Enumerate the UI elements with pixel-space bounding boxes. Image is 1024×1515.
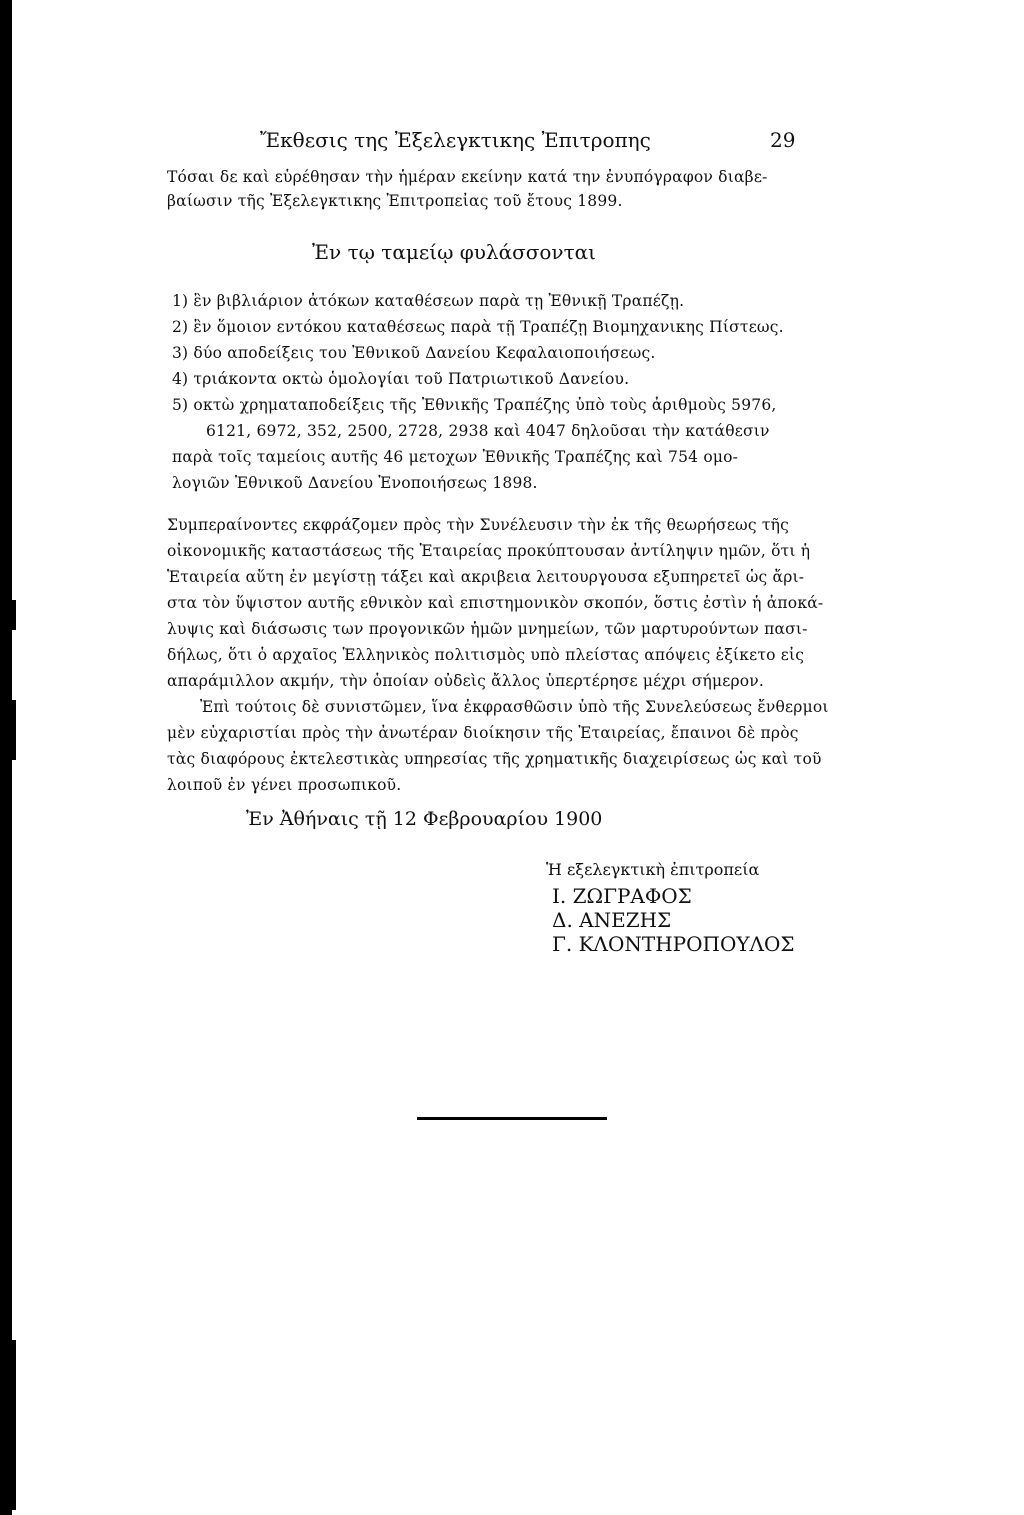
signature-title: Ἡ εξελεγκτικὴ ἐπιτροπεία (546, 860, 760, 879)
list-item-continuation: παρὰ τοῖς ταμείοις αυτῆς 46 μετοχων Ἐθνικῆς Τραπέζης καὶ 754 ομο- (172, 448, 739, 466)
list-item: 5) οκτὼ χρηματαποδείξεις τῆς Ἐθνικῆς Τραπέζης ὑπὸ τοὺς ἀριθμοὺς 5976, (172, 396, 777, 414)
paragraph-line: οἰκονομικῆς καταστάσεως τῆς Ἑταιρείας προκύπτουσαν ἀντίληψιν ημῶν, ὅτι ἡ (167, 542, 811, 560)
list-item: 1) ἓν βιβλιάριον ἀτόκων καταθέσεων παρὰ τῃ Ἐθνικῇ Τραπέζῃ. (172, 292, 685, 310)
section-heading: Ἐν τῳ ταμείῳ φυλάσσονται (312, 240, 597, 264)
paragraph-line: Συμπεραίνοντες εκφράζομεν πρὸς τὴν Συνέλευσιν τὴν ἐκ τῆς θεωρήσεως τῆς (167, 516, 790, 534)
signature-name: Δ. ΑΝΕΖΗΣ (552, 908, 672, 932)
signature-name: Ι. ΖΩΓΡΑΦΟΣ (552, 884, 692, 908)
paragraph-line: απαράμιλλον ακμήν, τὴν ὁποίαν οὐδεὶς ἄλλος ὑπερτέρησε μέχρι σήμερον. (167, 672, 765, 690)
intro-line: Τόσαι δε καὶ εὑρέθησαν τὴν ἡμέραν εκείνην κατά την ἐνυπόγραφον διαβε- (167, 168, 768, 186)
paragraph-line: Ἑταιρεία αὕτη ἐν μεγίστῃ τάξει καὶ ακριβεια λειτουργουσα εξυπηρετεῖ ὡς ἄρι- (167, 568, 805, 586)
list-item-continuation: 6121, 6972, 352, 2500, 2728, 2938 καὶ 4047 δηλοῦσαι τὴν κατάθεσιν (206, 422, 770, 440)
end-rule (417, 1117, 607, 1120)
running-header: Ἔκθεσις της Ἐξελεγκτικης Ἐπιτροπης (260, 128, 651, 152)
paragraph-line: δήλως, ὅτι ὁ αρχαῖος Ἑλληνικὸς πολιτισμὸς υπὸ πλείστας απόψεις ἐξίκετο εἰς (167, 646, 805, 664)
date-line: Ἐν Ἀθήναις τῇ 12 Φεβρουαρίου 1900 (246, 808, 603, 830)
paragraph-line: Ἐπὶ τούτοις δὲ συνιστῶμεν, ἵνα ἐκφρασθῶσιν ὑπὸ τῆς Συνελεύσεως ἔνθερμοι (200, 698, 829, 716)
list-item-continuation: λογιῶν Ἐθνικοῦ Δανείου Ἑνοποιήσεως 1898. (172, 474, 538, 492)
scan-edge-mark (12, 600, 16, 630)
intro-line: βαίωσιν τῆς Ἐξελεγκτικης Ἐπιτροπεἰας τοῦ ἔτους 1899. (167, 192, 623, 210)
scan-edge-mark (12, 1340, 16, 1510)
signature-name: Γ. ΚΛΟΝΤΗΡΟΠΟΥΛΟΣ (552, 932, 795, 956)
paragraph-line: στα τὸν ὕψιστον αυτῆς εθνικὸν καὶ επιστημονικὸν σκοπόν, ὅστις ἐστὶν ἡ ἀποκά- (167, 594, 824, 612)
list-item: 3) δύο αποδείξεις του Ἐθνικοῦ Δανείου Κεφαλαιοποιήσεως. (172, 344, 656, 362)
scan-edge-mark (12, 700, 16, 760)
paragraph-line: λυψις καὶ διάσωσις των προγονικῶν ἡμῶν μνημείων, τῶν μαρτυρούντων πασι- (167, 620, 808, 638)
page-number: 29 (770, 128, 796, 152)
paragraph-line: τὰς διαφόρους ἐκτελεστικὰς υπηρεσίας τῆς χρηματικῆς διαχειρίσεως ὡς καὶ τοῦ (167, 750, 822, 768)
list-item: 2) ἓν ὅμοιον εντόκου καταθέσεως παρὰ τῇ Τραπέζῃ Βιομηχανικης Πίστεως. (172, 318, 784, 336)
paragraph-line: λοιποῦ ἐν γένει προσωπικοῦ. (167, 776, 402, 794)
list-item: 4) τριάκοντα οκτὼ ὁμολογίαι τοῦ Πατριωτικοῦ Δανείου. (172, 370, 630, 388)
document-page (12, 0, 1024, 1515)
paragraph-line: μὲν εὐχαριστίαι πρὸς τὴν ἀνωτέραν διοίκησιν τῆς Ἑταιρείας, ἔπαινοι δὲ πρὸς (167, 724, 799, 742)
